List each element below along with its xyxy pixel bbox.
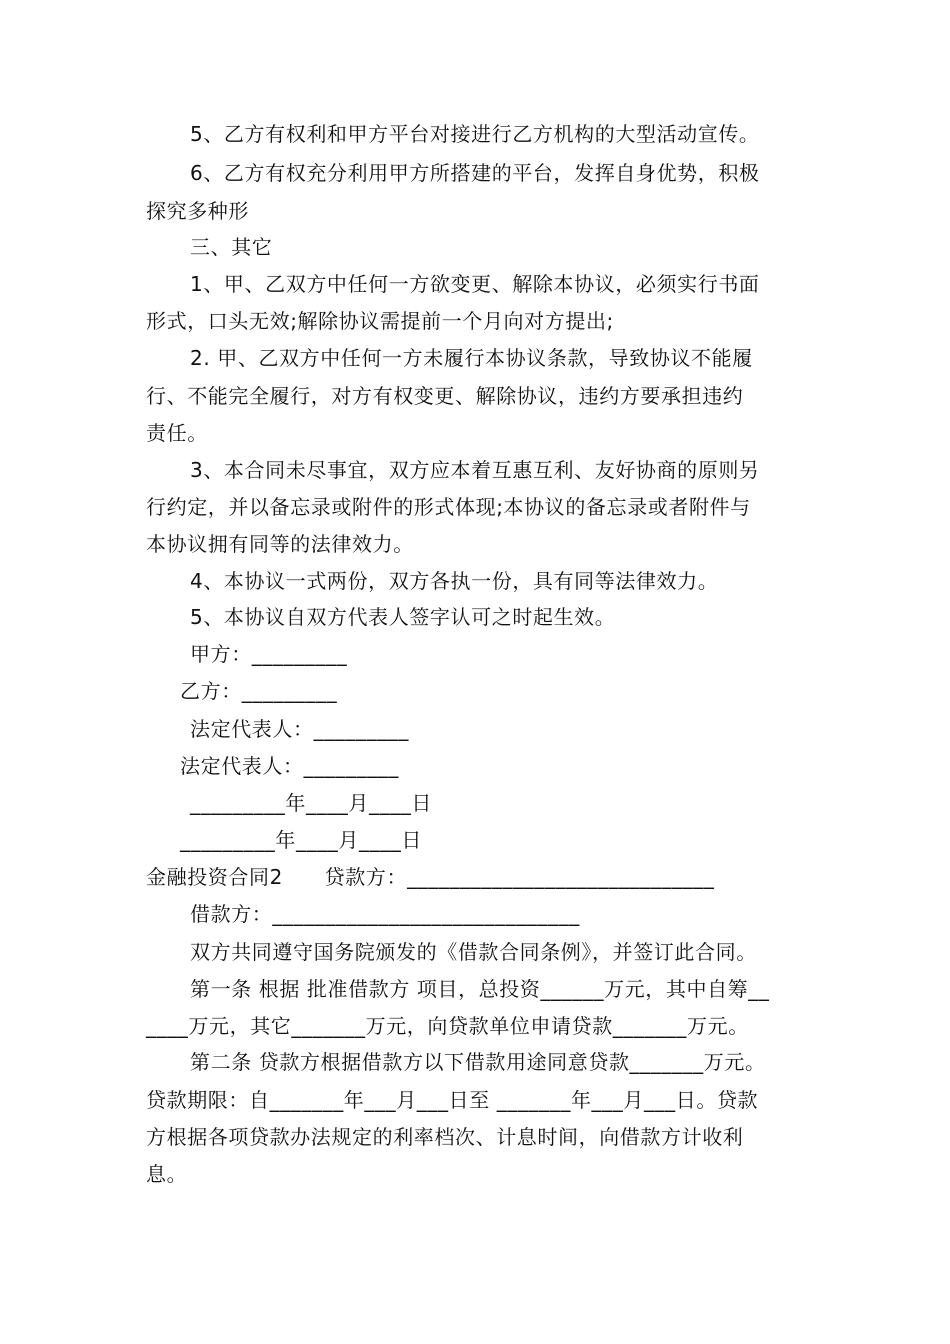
paragraph-line: 行约定，并以备忘录或附件的形式体现;本协议的备忘录或者附件与 (146, 495, 751, 519)
paragraph-line: 6、乙方有权充分利用甲方所搭建的平台，发挥自身优势，积极 (190, 161, 760, 185)
contract-title-lender: 金融投资合同2 贷款方：_____________________________ (146, 865, 715, 889)
article-line: 息。 (146, 1162, 188, 1186)
signature-party-a: 甲方：_________ (190, 642, 348, 666)
paragraph-line: 探究多种形 (146, 199, 249, 223)
paragraph-line: 本协议拥有同等的法律效力。 (146, 532, 414, 556)
signature-party-b: 乙方：_________ (180, 679, 338, 703)
signature-legal-rep-a: 法定代表人：_________ (190, 717, 409, 741)
paragraph-line: 责任。 (146, 421, 208, 445)
paragraph-line: 5、本协议自双方代表人签字认可之时起生效。 (190, 605, 616, 629)
signature-date-b: _________年____月____日 (180, 828, 422, 852)
article-line: 贷款期限：自_______年___月___日至 _______年___月___日。贷款 (146, 1088, 759, 1112)
signature-legal-rep-b: 法定代表人：_________ (180, 754, 399, 778)
paragraph-line: 2. 甲、乙双方中任何一方未履行本协议条款，导致协议不能履 (190, 346, 753, 370)
article-line: 方根据各项贷款办法规定的利率档次、计息时间，向借款方计收利 (146, 1125, 744, 1149)
paragraph-line: 1、甲、乙双方中任何一方欲变更、解除本协议，必须实行书面 (190, 272, 760, 296)
section-heading: 三、其它 (190, 235, 273, 259)
paragraph-line: 5、乙方有权利和甲方平台对接进行乙方机构的大型活动宣传。 (190, 122, 760, 146)
borrower-line: 借款方：_____________________________ (190, 902, 580, 926)
signature-date-a: _________年____月____日 (190, 791, 432, 815)
article-line: 第一条 根据 批准借款方 项目，总投资______万元，其中自筹__ (190, 977, 770, 1001)
paragraph-line: 形式，口头无效;解除协议需提前一个月向对方提出; (146, 309, 614, 333)
paragraph-line: 3、本合同未尽事宜，双方应本着互惠互利、友好协商的原则另 (190, 458, 760, 482)
article-line: ____万元，其它_______万元，向贷款单位申请贷款_______万元。 (146, 1014, 749, 1038)
article-line: 第二条 贷款方根据借款方以下借款用途同意贷款_______万元。 (190, 1050, 766, 1074)
paragraph-line: 4、本协议一式两份，双方各执一份，具有同等法律效力。 (190, 569, 719, 593)
paragraph-line: 行、不能完全履行，对方有权变更、解除协议，违约方要承担违约 (146, 384, 744, 408)
paragraph-line: 双方共同遵守国务院颁发的《借款合同条例》，并签订此合同。 (190, 940, 757, 964)
